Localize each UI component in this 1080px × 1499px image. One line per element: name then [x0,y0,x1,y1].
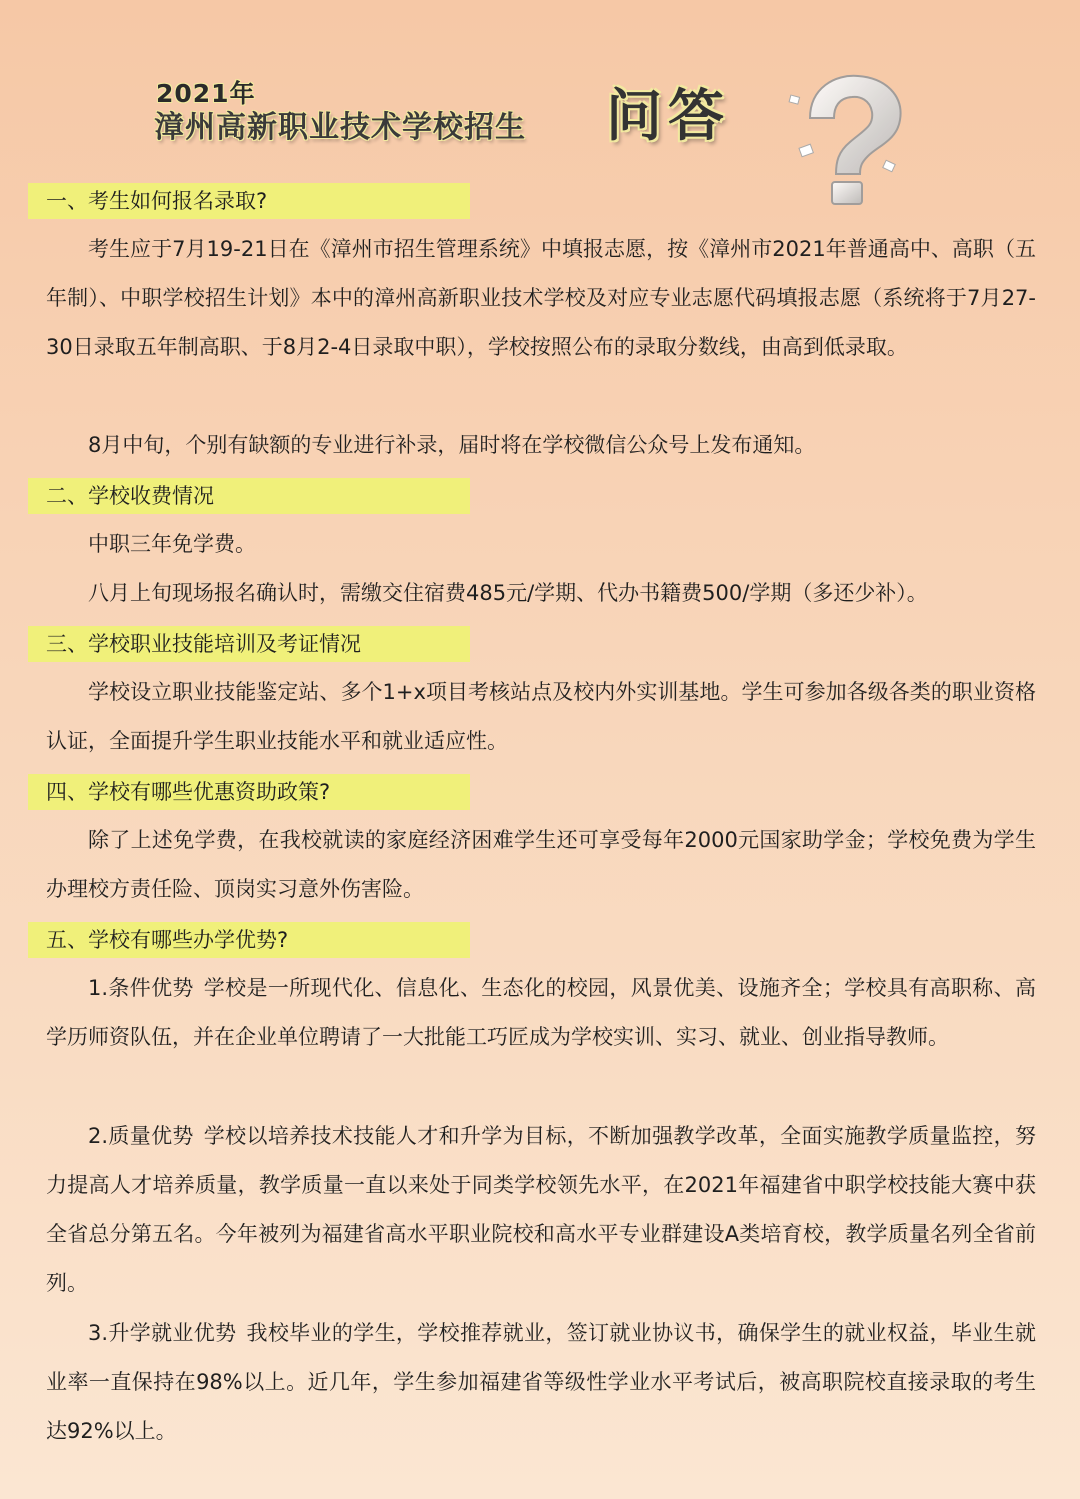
section-heading-3: 三、学校职业技能培训及考证情况 [28,626,470,662]
advantage-lead-2: 2.质量优势 [88,1124,194,1148]
section-heading-2: 二、学校收费情况 [28,478,470,514]
poster-title [150,68,770,148]
section-heading-5: 五、学校有哪些办学优势? [28,922,470,958]
section-3-paragraph-1: 学校设立职业技能鉴定站、多个1+x项目考核站点及校内外实训基地。学生可参加各级各类的职业资格认证，全面提升学生职业技能水平和就业适应性。 [46,680,1036,753]
advantage-item-2 [46,1112,1036,1308]
advantage-text-2: 学校以培养技术技能人才和升学为目标，不断加强教学改革，全面实施教学质量监控，努力提高人才培养质量，教学质量一直以来处于同类学校领先水平，在2021年福建省中职学校技能大赛中获全省总分第五名。今年被列为福建省高水平职业院校和高水平专业群建设A类培育校，教学质量名列全省前列。 [46,1124,1036,1295]
section-heading-4: 四、学校有哪些优惠资助政策? [28,774,470,810]
advantage-item-1 [46,964,1036,1062]
title-qa: 问答 [606,84,730,149]
section-4-paragraph-1: 除了上述免学费，在我校就读的家庭经济困难学生还可享受每年2000元国家助学金；学校免费为学生办理校方责任险、顶岗实习意外伤害险。 [46,828,1036,901]
advantage-lead-3: 3.升学就业优势 [88,1321,237,1345]
title-school: 漳州高新职业技术学校招生 [154,110,526,145]
advantage-text-1: 学校是一所现代化、信息化、生态化的校园，风景优美、设施齐全；学校具有高职称、高学历师资队伍，并在企业单位聘请了一大批能工巧匠成为学校实训、实习、就业、创业指导教师。 [46,976,1036,1049]
advantage-text-3: 我校毕业的学生，学校推荐就业，签订就业协议书，确保学生的就业权益，毕业生就业率一直保持在98%以上。近几年，学生参加福建省等级性学业水平考试后，被高职院校直接录取的考生达92%以上。 [46,1321,1036,1443]
section-1-paragraph-1: 考生应于7月19-21日在《漳州市招生管理系统》中填报志愿，按《漳州市2021年普通高中、高职（五年制）、中职学校招生计划》本中的漳州高新职业技术学校及对应专业志愿代码填报志愿（系统将于7月27-30日录取五年制高职、于8月2-4日录取中职），学校按照公布的录取分数线，由高到低录取。 [46,237,1036,359]
section-heading-1: 一、考生如何报名录取? [28,183,470,219]
title-year: 2021年 [156,79,256,108]
section-1-paragraph-2: 8月中旬，个别有缺额的专业进行补录，届时将在学校微信公众号上发布通知。 [88,433,816,457]
advantage-lead-1: 1.条件优势 [88,976,194,1000]
question-mark-icon [780,66,920,206]
section-2-paragraph-2: 八月上旬现场报名确认时，需缴交住宿费485元/学期、代办书籍费500/学期（多还少补）。 [88,581,928,605]
section-2-paragraph-1: 中职三年免学费。 [88,532,256,556]
advantage-item-3 [46,1309,1036,1456]
